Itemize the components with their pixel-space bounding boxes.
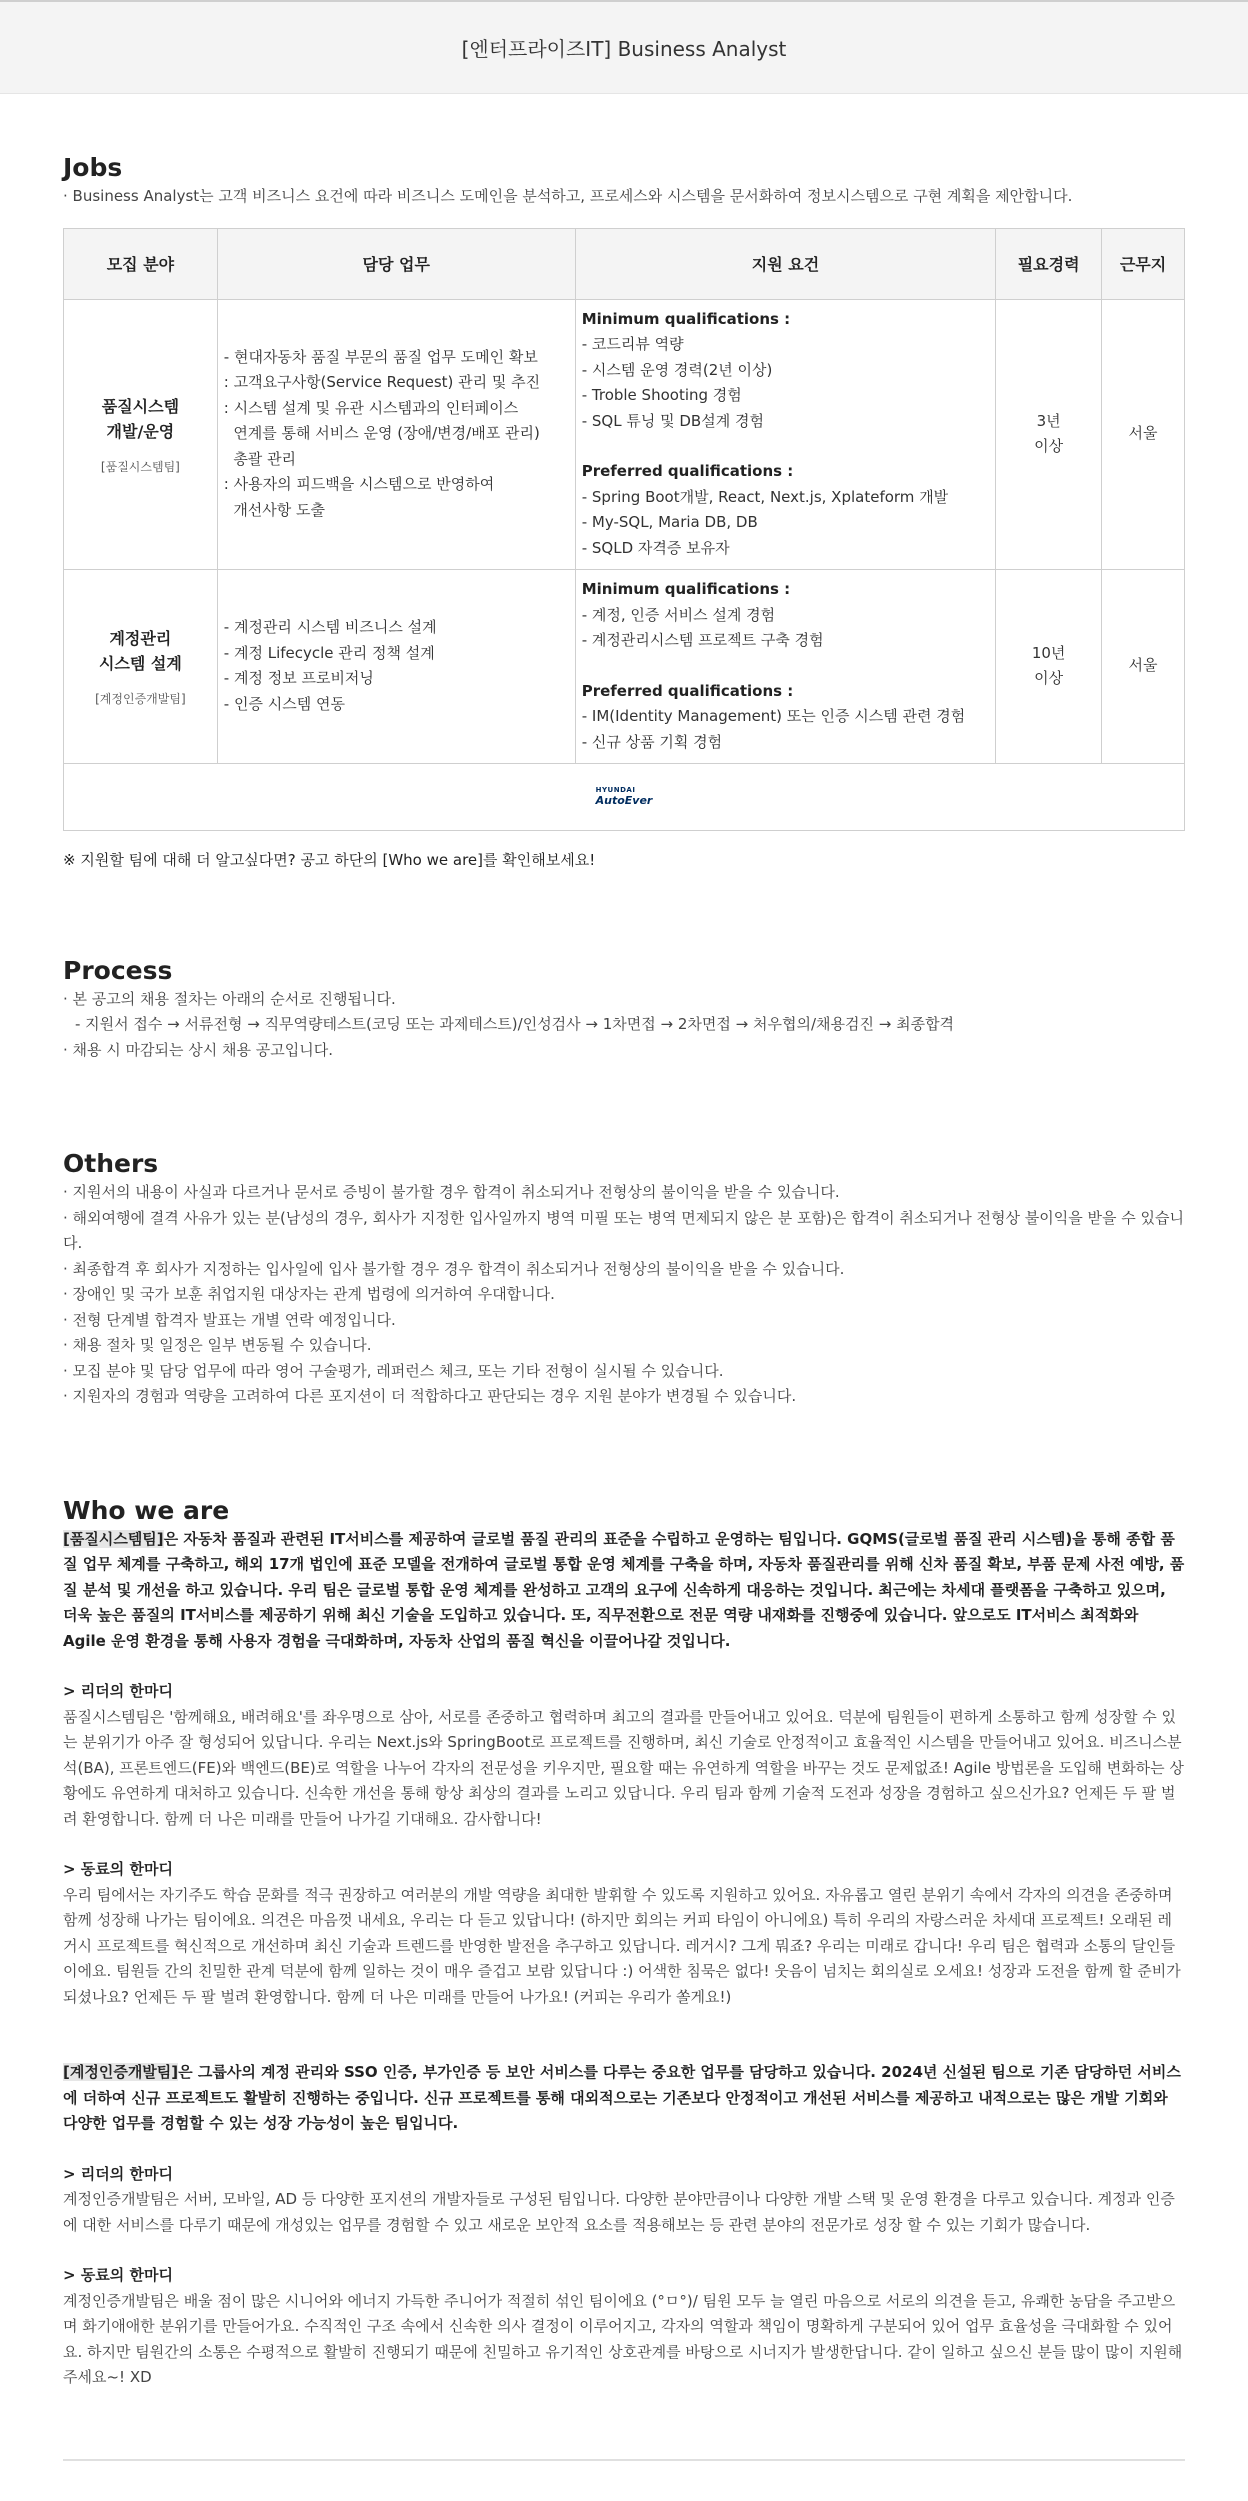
career-cell bbox=[996, 569, 1102, 763]
field-cell bbox=[64, 569, 218, 763]
qual-line: - SQLD 자격증 보유자 bbox=[581, 538, 730, 557]
qual-line: - 계정관리시스템 프로젝트 구축 경험 bbox=[581, 631, 824, 649]
min-qual-heading: Minimum qualifications : bbox=[581, 309, 791, 328]
others-heading: Others bbox=[63, 1149, 159, 1178]
duty-line: : 사용자의 피드백을 시스템으로 반영하여 bbox=[223, 475, 495, 494]
min-qual-heading: Minimum qualifications : bbox=[581, 580, 791, 598]
duty-line: - 계정관리 시스템 비즈니스 설계 bbox=[223, 618, 437, 636]
peer-heading: > 동료의 한마디 bbox=[63, 1860, 173, 1878]
logo-row bbox=[64, 763, 1185, 830]
others-line: · 장애인 및 국가 보훈 취업지원 대상자는 관계 법령에 의거하여 우대합니다. bbox=[63, 1285, 555, 1303]
qual-line: - SQL 튜닝 및 DB설계 경험 bbox=[581, 411, 764, 430]
duties-cell bbox=[217, 299, 575, 569]
qual-line: - My-SQL, Maria DB, DB bbox=[581, 513, 758, 532]
peer-heading: > 동료의 한마디 bbox=[63, 2266, 173, 2284]
page-header bbox=[0, 0, 1248, 94]
others-line: · 지원서의 내용이 사실과 다르거나 문서로 증빙이 불가할 경우 합격이 취소되거나 전형상의 불이익을 받을 수 있습니다. bbox=[63, 1183, 840, 1201]
field-name: 품질시스템 bbox=[101, 396, 180, 416]
team-label: [계정인증개발팀] bbox=[95, 691, 186, 706]
qual-line: - IM(Identity Management) 또는 인증 시스템 관련 경험 bbox=[581, 707, 966, 725]
team-intro bbox=[63, 1527, 1185, 1655]
logo-cell bbox=[64, 763, 1185, 830]
qual-line: - 계정, 인증 서비스 설계 경험 bbox=[581, 605, 776, 624]
leader-text: 품질시스템팀은 '함께해요, 배려해요'를 좌우명으로 삼아, 서로를 존중하고 협력하며 최고의 결과를 만들어내고 있어요. 덕분에 팀원들이 편하게 소통하고 함께 성장할 수 있는 분위기가 아주 잘 형성되어 있답니다. 우리는 Next.js와 SpringBoot로 프로젝트를 진행하며, 최신 기술로 안정적이고 효율적인 시스템을 만들어내고 있어요. 비즈니스분석(BA), 프론트엔드(FE)와 백엔드(BE)로 역할을 나누어 각자의 전문성을 키우지만, 필요할 때는 유연하게 역할을 바꾸는 것도 문제없죠! Agile 방법론을 도입해 변화하는 상황에도 유연하게 대처하고 있습니다. 신속한 개선을 통해 항상 최상의 결과를 노리고 있답니다. 우리 팀과 함께 기술적 도전과 성장을 경험하고 싶으신가요? 언제든 두 팔 벌려 환영합니다. 함께 더 나은 미래를 만들어 나가길 기대해요. 감사합니다! bbox=[63, 1707, 1184, 1828]
career-value: 이상 bbox=[1034, 437, 1064, 455]
leader-heading: > 리더의 한마디 bbox=[63, 1682, 173, 1700]
team-intro bbox=[63, 2060, 1185, 2137]
others-line: · 지원자의 경험과 역량을 고려하여 다른 포지션이 더 적합하다고 판단되는 경우 지원 분야가 변경될 수 있습니다. bbox=[63, 1387, 797, 1405]
duty-line: 총괄 관리 bbox=[223, 449, 297, 468]
career-value: 10년 bbox=[1031, 643, 1066, 662]
team-label: [품질시스템팀] bbox=[100, 459, 180, 474]
team-intro-text: 은 그룹사의 계정 관리와 SSO 인증, 부가인증 등 보안 서비스를 다루는 중요한 업무를 담당하고 있습니다. 2024년 신설된 팀으로 기존 담당하던 서비스에 더하여 신규 프로젝트도 활발히 진행하는 중입니다. 신규 프로젝트를 통해 대외적으로는 기존보다 안정적이고 개선된 서비스를 제공하고 내적으로는 많은 개발 기회와 다양한 업무를 경험할 수 있는 성장 가능성이 높은 팀입니다. bbox=[63, 2063, 1181, 2132]
logo-text-top: HYUNDAI bbox=[595, 785, 636, 794]
career-value: 이상 bbox=[1034, 669, 1064, 687]
leader-text: 계정인증개발팀은 서버, 모바일, AD 등 다양한 포지션의 개발자들로 구성된 팀입니다. 다양한 분야만큼이나 다양한 개발 스택 및 운영 환경을 다루고 있습니다. 계정과 인증에 대한 서비스를 다루기 때문에 개성있는 업무를 경험할 수 있고 새로운 보안적 요소를 적용해보는 등 관련 분야의 전문가로 성장 할 수 있는 기회가 많습니다. bbox=[63, 2190, 1175, 2234]
others-line: · 채용 절차 및 일정은 일부 변동될 수 있습니다. bbox=[63, 1336, 372, 1354]
duty-line: : 시스템 설계 및 유관 시스템과의 인터페이스 bbox=[223, 398, 519, 417]
duties-cell bbox=[217, 569, 575, 763]
content bbox=[0, 94, 1248, 2501]
team-intro-text: 은 자동차 품질과 관련된 IT서비스를 제공하여 글로벌 품질 관리의 표준을 수립하고 운영하는 팀입니다. GQMS(글로벌 품질 관리 시스템)을 통해 종합 품질 업무 체계를 구축하고, 해외 17개 법인에 표준 모델을 전개하여 글로벌 통합 운영 체계를 구축을 하며, 자동차 품질관리를 위해 신차 품질 확보, 부품 문제 사전 예방, 품질 분석 및 개선을 하고 있습니다. 우리 팀은 글로벌 통합 운영 체계를 완성하고 고객의 요구에 신속하게 대응하는 것입니다. 최근에는 차세대 플랫폼을 구축하고 있으며, 더욱 높은 품질의 IT서비스를 제공하기 위해 최신 기술을 도입하고 있습니다. 또, 직무전환으로 전문 역량 내재화를 진행중에 있습니다. 앞으로도 IT서비스 최적화와 Agile 운영 환경을 통해 사용자 경험을 극대화하며, 자동차 산업의 품질 혁신을 이끌어나갈 것입니다. bbox=[63, 1529, 1185, 1650]
col-header-duties: 담당 업무 bbox=[217, 228, 575, 299]
pref-qual-heading: Preferred qualifications : bbox=[581, 462, 794, 481]
col-header-location: 근무지 bbox=[1102, 228, 1185, 299]
jobs-intro: · Business Analyst는 고객 비즈니스 요건에 따라 비즈니스 도메인을 분석하고, 프로세스와 시스템을 문서화하여 정보시스템으로 구현 계획을 제안합니다. bbox=[63, 187, 1073, 205]
others-section bbox=[63, 1148, 1185, 1410]
qual-line: - Spring Boot개발, React, Next.js, Xplateform 개발 bbox=[581, 487, 949, 506]
duty-line: - 현대자동차 품질 부문의 품질 업무 도메인 확보 bbox=[223, 347, 538, 366]
table-row bbox=[64, 299, 1185, 569]
others-line: · 최종합격 후 회사가 지정하는 입사일에 입사 불가할 경우 경우 합격이 취소되거나 전형상의 불이익을 받을 수 있습니다. bbox=[63, 1259, 845, 1278]
duty-line: - 인증 시스템 연동 bbox=[223, 694, 345, 713]
peer-text: 계정인증개발팀은 배울 점이 많은 시니어와 에너지 가득한 주니어가 적절히 섞인 팀이에요 (°ㅁ°)/ 팀원 모두 늘 열린 마음으로 서로의 의견을 듣고, 유쾌한 농담을 주고받으며 화기애애한 분위기를 만들어가요. 수직적인 구조 속에서 신속한 의사 결정이 이루어지고, 각자의 역할과 책임이 명확하게 구분되어 있어 업무 효율성을 극대화할 수 있어요. 하지만 팀원간의 소통은 수평적으로 활발히 진행되기 때문에 친밀하고 유기적인 상호관계를 바탕으로 시너지가 발생한답니다. 같이 일하고 싶으신 분들 많이 많이 지원해 주세요~! XD bbox=[63, 2291, 1183, 2386]
requirements-cell bbox=[575, 299, 996, 569]
pref-qual-heading: Preferred qualifications : bbox=[581, 681, 794, 700]
page-bottom-divider bbox=[63, 2431, 1185, 2461]
page-title: [엔터프라이즈IT] Business Analyst bbox=[461, 37, 787, 61]
col-header-field: 모집 분야 bbox=[64, 228, 218, 299]
requirements-cell bbox=[575, 569, 996, 763]
field-name: 계정관리 bbox=[109, 628, 172, 648]
jobs-table bbox=[63, 228, 1185, 831]
process-line: · 채용 시 마감되는 상시 채용 공고입니다. bbox=[63, 1040, 333, 1059]
career-cell bbox=[996, 299, 1102, 569]
others-line: · 모집 분야 및 담당 업무에 따라 영어 구술평가, 레퍼런스 체크, 또는 기타 전형이 실시될 수 있습니다. bbox=[63, 1361, 724, 1380]
field-name: 개발/운영 bbox=[106, 421, 175, 441]
team-tag: [품질시스템팀] bbox=[63, 1529, 164, 1548]
table-header-row bbox=[64, 228, 1185, 299]
qual-line: - 코드리뷰 역량 bbox=[581, 335, 684, 354]
col-header-career: 필요경력 bbox=[996, 228, 1102, 299]
location-cell: 서울 bbox=[1102, 569, 1185, 763]
qual-line: - 신규 상품 기획 경험 bbox=[581, 732, 723, 751]
who-we-are-section bbox=[63, 1495, 1185, 2391]
process-heading: Process bbox=[63, 955, 173, 985]
table-row bbox=[64, 569, 1185, 763]
peer-text: 우리 팀에서는 자기주도 학습 문화를 적극 권장하고 여러분의 개발 역량을 최대한 발휘할 수 있도록 지원하고 있어요. 자유롭고 열린 분위기 속에서 각자의 의견을 존중하며 함께 성장해 나가는 팀이에요. 의견은 마음껏 내세요, 우리는 다 듣고 있답니다! (하지만 회의는 커피 타임이 아니에요) 특히 우리의 자랑스러운 차세대 프로젝트! 오래된 레거시 프로젝트를 혁신적으로 개선하며 최신 기술과 트렌드를 반영한 발전을 추구하고 있답니다. 레거시? 그게 뭐죠? 우리는 미래로 갑니다! 우리 팀은 협력과 소통의 달인들이에요. 팀원들 간의 친밀한 관계 덕분에 함께 일하는 것이 매우 즐겁고 보람 있답니다 :) 어색한 침묵은 없다! 웃음이 넘치는 회의실로 오세요! 성장과 도전을 함께 할 준비가 되셨나요? 언제든 두 팔 벌려 환영합니다. 함께 더 나은 미래를 만들어 나가요! (커피는 우리가 쏠게요!) bbox=[63, 1885, 1181, 2006]
who-we-are-heading: Who we are bbox=[63, 1495, 230, 1525]
process-steps: - 지원서 접수 → 서류전형 → 직무역량테스트(코딩 또는 과제테스트)/인성검사 → 1차면접 → 2차면접 → 처우협의/채용검진 → 최종합격 bbox=[75, 1015, 955, 1033]
qual-line: - Troble Shooting 경험 bbox=[581, 386, 742, 405]
process-section bbox=[63, 955, 1185, 1064]
who-we-are-notice: ※ 지원할 팀에 대해 더 알고싶다면? 공고 하단의 [Who we are]를 확인해보세요! bbox=[63, 850, 596, 869]
duty-line: 개선사항 도출 bbox=[223, 500, 326, 519]
process-line: · 본 공고의 채용 절차는 아래의 순서로 진행됩니다. bbox=[63, 989, 396, 1008]
qual-line: - 시스템 운영 경력(2년 이상) bbox=[581, 360, 773, 379]
hyundai-autoever-logo bbox=[596, 786, 653, 807]
others-line: · 전형 단계별 합격자 발표는 개별 연락 예정입니다. bbox=[63, 1310, 396, 1329]
col-header-requirements: 지원 요건 bbox=[575, 228, 996, 299]
team-tag: [계정인증개발팀] bbox=[63, 2063, 179, 2081]
duty-line: 연계를 통해 서비스 운영 (장애/변경/배포 관리) bbox=[223, 424, 540, 443]
duty-line: - 계정 Lifecycle 관리 정책 설계 bbox=[223, 643, 435, 662]
leader-heading: > 리더의 한마디 bbox=[63, 2164, 173, 2183]
jobs-heading: Jobs bbox=[63, 153, 123, 182]
logo-text-bottom: AutoEver bbox=[595, 793, 653, 807]
field-cell bbox=[64, 299, 218, 569]
duty-line: : 고객요구사항(Service Request) 관리 및 추진 bbox=[223, 373, 541, 392]
field-name: 시스템 설계 bbox=[98, 653, 182, 673]
career-value: 3년 bbox=[1036, 411, 1061, 430]
location-cell: 서울 bbox=[1102, 299, 1185, 569]
others-line: · 해외여행에 결격 사유가 있는 분(남성의 경우, 회사가 지정한 입사일까지 병역 미필 또는 병역 면제되지 않은 분 포함)은 합격이 취소되거나 전형상 불이익을 받을 수 있습니다. bbox=[63, 1208, 1185, 1252]
duty-line: - 계정 정보 프로비저닝 bbox=[223, 669, 374, 687]
